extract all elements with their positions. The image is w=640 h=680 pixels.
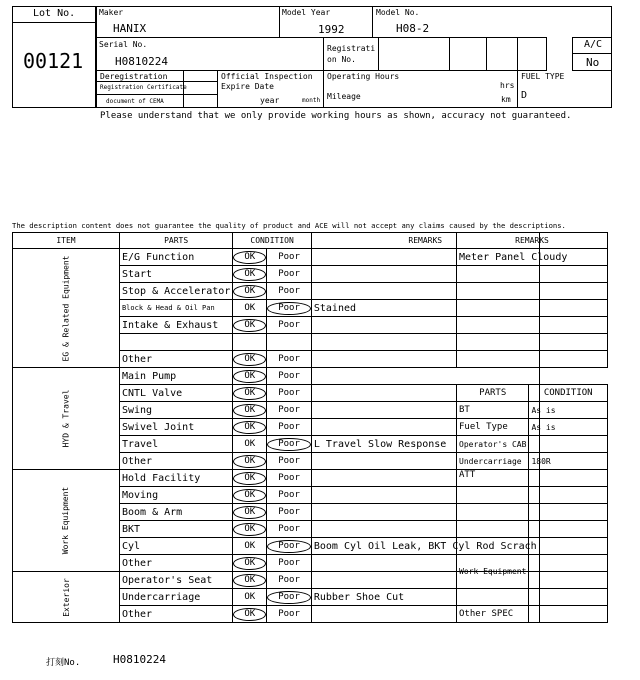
ok-label: OK [244, 541, 256, 551]
ok-cell[interactable] [233, 521, 267, 538]
serial-no-value: H0810224 [115, 55, 168, 68]
part-name: Undercarriage [119, 589, 232, 606]
part-name: Start [119, 266, 232, 283]
remarks-panel-cell [457, 317, 608, 334]
parts-panel-condition-header: CONDITION [529, 385, 608, 402]
lot-no-label: Lot No. [33, 8, 76, 19]
poor-label: Poor [278, 388, 300, 398]
poor-label: Poor [278, 490, 300, 500]
remarks-panel-cell [457, 300, 608, 317]
parts-panel-condition [529, 555, 608, 572]
hrs-label: hrs [500, 81, 515, 90]
item-category-label: Exterior [61, 577, 71, 617]
poor-label: Poor [278, 269, 300, 279]
parts-panel-condition [529, 589, 608, 606]
poor-label: Poor [278, 286, 300, 296]
ok-cell[interactable] [233, 266, 267, 283]
ok-cell[interactable] [233, 538, 267, 555]
part-name: Main Pump [119, 368, 232, 385]
part-name: Intake & Exhaust [119, 317, 232, 334]
parts-panel-condition [529, 538, 608, 555]
ok-label: OK [233, 319, 266, 332]
ok-cell[interactable] [233, 317, 267, 334]
part-name: Other [119, 351, 232, 368]
poor-cell[interactable] [267, 555, 312, 572]
remarks-row [457, 266, 608, 283]
part-name: Swing [119, 402, 232, 419]
maker-label: Maker [99, 8, 124, 17]
parts-panel-parts-header: PARTS [457, 385, 529, 402]
item-category [13, 368, 120, 470]
ok-label: OK [233, 285, 266, 298]
parts-panel-row [457, 538, 608, 555]
poor-cell[interactable] [267, 300, 312, 317]
condition-header: CONDITION [233, 233, 312, 249]
parts-panel-condition [529, 572, 608, 589]
poor-label: Poor [278, 422, 300, 432]
stamp-no: H0810224 [113, 653, 166, 666]
poor-label: Poor [278, 354, 300, 364]
ac-label: A/C [584, 39, 603, 50]
cema-label: document of CEMA [106, 98, 164, 105]
poor-label: Poor [278, 405, 300, 415]
parts-panel-part: Work Equipment [457, 538, 529, 606]
ok-cell[interactable] [233, 300, 267, 317]
parts-panel [456, 384, 608, 623]
parts-panel-row [457, 436, 608, 453]
part-name: Moving [119, 487, 232, 504]
ok-cell[interactable] [233, 402, 267, 419]
poor-cell[interactable] [267, 266, 312, 283]
parts-panel-condition [529, 606, 608, 623]
parts-panel-part: BT [457, 402, 529, 419]
poor-label: Poor [278, 371, 300, 381]
registration-no-label: Registrati on No. [327, 44, 376, 64]
parts-panel-condition: As is [529, 419, 608, 436]
poor-cell[interactable] [267, 419, 312, 436]
parts-panel-part: Operator's CAB [457, 436, 529, 453]
item-header: ITEM [13, 233, 120, 249]
poor-cell[interactable] [267, 317, 312, 334]
item-category-label: HYD & Travel [61, 389, 71, 448]
ok-cell[interactable] [233, 470, 267, 487]
parts-panel-part: Fuel Type [457, 419, 529, 436]
month-label: month [302, 97, 321, 104]
remark-cell: Rubber Shoe Cut [311, 589, 539, 606]
ok-label: OK [233, 353, 266, 366]
ok-label: OK [244, 592, 256, 602]
ok-cell[interactable] [233, 606, 267, 623]
ok-label: OK [233, 404, 266, 417]
stamp-label: 打刻No. [46, 658, 81, 668]
remarks-row [457, 317, 608, 334]
part-name: Cyl [119, 538, 232, 555]
poor-label: Poor [278, 473, 300, 483]
ok-cell[interactable] [233, 572, 267, 589]
fuel-type-value: D [521, 90, 528, 101]
poor-cell[interactable] [267, 249, 312, 266]
poor-label: Poor [278, 507, 300, 517]
ok-label: OK [233, 370, 266, 383]
parts-panel-condition [529, 487, 608, 504]
part-name: Operator's Seat [119, 572, 232, 589]
poor-cell[interactable] [267, 453, 312, 470]
part-name [119, 334, 232, 351]
lot-no-box [12, 6, 96, 108]
poor-label: Poor [278, 575, 300, 585]
remark-cell [311, 368, 539, 385]
remarks-panel [456, 232, 608, 368]
poor-cell[interactable] [267, 334, 312, 351]
poor-label: Poor [278, 252, 300, 262]
poor-label: Poor [278, 320, 300, 330]
part-name: BKT [119, 521, 232, 538]
remarks-panel-cell [457, 351, 608, 368]
ok-label: OK [233, 489, 266, 502]
poor-label: Poor [267, 438, 311, 451]
poor-label: Poor [278, 558, 300, 568]
poor-cell[interactable] [267, 385, 312, 402]
part-name: Stop & Accelerator [119, 283, 232, 300]
mileage-label: Mileage [327, 92, 361, 101]
poor-cell[interactable] [267, 368, 312, 385]
parts-panel-part: Undercarriage [457, 453, 529, 470]
poor-cell[interactable] [267, 521, 312, 538]
ok-label: OK [233, 421, 266, 434]
ok-cell[interactable] [233, 504, 267, 521]
ok-label: OK [244, 303, 256, 313]
ok-label: OK [244, 439, 256, 449]
ok-cell[interactable] [233, 436, 267, 453]
ok-label: OK [233, 506, 266, 519]
ok-label: OK [233, 574, 266, 587]
ok-label: OK [233, 387, 266, 400]
deregistration-label: Deregistration [100, 72, 168, 81]
remarks-panel-cell [457, 266, 608, 283]
table-row [13, 368, 540, 385]
parts-panel-part: ATT [457, 470, 529, 538]
item-category-label: Work Equipment [61, 486, 71, 555]
remarks-header: REMARKS [311, 233, 539, 249]
poor-cell[interactable] [267, 606, 312, 623]
poor-cell[interactable] [267, 402, 312, 419]
serial-no-label: Serial No. [99, 40, 148, 49]
fuel-type-label: FUEL TYPE [521, 72, 565, 81]
parts-panel-row [457, 470, 608, 487]
ok-cell[interactable] [233, 453, 267, 470]
disclaimer-text: The description content does not guarantee the quality of product and ACE will not accept any claims caused by the descriptions. [12, 221, 566, 230]
remarks-panel-cell [457, 334, 608, 351]
ok-label: OK [233, 608, 266, 621]
poor-cell[interactable] [267, 589, 312, 606]
poor-cell[interactable] [267, 504, 312, 521]
parts-panel-part: Other SPEC [457, 606, 529, 623]
parts-panel-condition [529, 470, 608, 487]
remarks-panel-body [457, 249, 608, 368]
part-name: Travel [119, 436, 232, 453]
km-label: km [501, 95, 511, 104]
remarks-row [457, 283, 608, 300]
ok-cell[interactable] [233, 249, 267, 266]
poor-cell[interactable] [267, 572, 312, 589]
item-category-label: EG & Related Equipment [61, 255, 71, 361]
parts-header: PARTS [119, 233, 232, 249]
ok-label: OK [233, 455, 266, 468]
poor-label: Poor [278, 456, 300, 466]
poor-label: Poor [278, 524, 300, 534]
remarks-row [457, 249, 608, 266]
ok-cell[interactable] [233, 555, 267, 572]
ok-cell[interactable] [233, 385, 267, 402]
remark-cell: Boom Cyl Oil Leak, BKT Cyl Rod Scrach [311, 538, 539, 555]
remarks-panel-header: REMARKS [457, 233, 608, 249]
part-name: Other [119, 453, 232, 470]
ok-cell[interactable] [233, 589, 267, 606]
ok-cell[interactable] [233, 368, 267, 385]
parts-panel-row [457, 453, 608, 470]
part-name: E/G Function [119, 249, 232, 266]
year-label: year [260, 96, 280, 105]
parts-panel-condition: As is [529, 402, 608, 419]
model-no-value: H08-2 [396, 22, 430, 35]
parts-panel-condition [529, 436, 608, 453]
remarks-row [457, 351, 608, 368]
remarks-panel-cell [457, 283, 608, 300]
ok-cell[interactable] [233, 283, 267, 300]
poor-cell[interactable] [267, 351, 312, 368]
remark-cell: Stained [311, 300, 539, 317]
lot-no-value: 00121 [23, 49, 84, 73]
model-year-label: Model Year [282, 8, 331, 17]
poor-cell[interactable] [267, 538, 312, 555]
model-no-label: Model No. [376, 8, 420, 17]
poor-cell[interactable] [267, 487, 312, 504]
remark-cell: L Travel Slow Response [311, 436, 539, 453]
remarks-row [457, 334, 608, 351]
registration-certificate-label: Registration Certificate [100, 84, 187, 91]
poor-label: Poor [267, 591, 311, 604]
operating-hours-label: Operating Hours [327, 72, 400, 81]
ok-label: OK [233, 557, 266, 570]
part-name: Swivel Joint [119, 419, 232, 436]
parts-panel-row [457, 606, 608, 623]
parts-panel-row [457, 419, 608, 436]
ok-label: OK [233, 251, 266, 264]
notice-text: Please understand that we only provide working hours as shown, accuracy not guaranteed. [100, 111, 572, 121]
ok-label: OK [233, 268, 266, 281]
ok-cell[interactable] [233, 334, 267, 351]
ok-label: OK [233, 523, 266, 536]
ok-cell[interactable] [233, 351, 267, 368]
maker-value: HANIX [113, 22, 147, 35]
part-name: Other [119, 606, 232, 623]
poor-cell[interactable] [267, 470, 312, 487]
poor-cell[interactable] [267, 283, 312, 300]
item-category [13, 572, 120, 623]
parts-panel-row [457, 402, 608, 419]
ok-label: OK [233, 472, 266, 485]
poor-cell[interactable] [267, 436, 312, 453]
parts-panel-condition [529, 521, 608, 538]
remarks-row [457, 300, 608, 317]
parts-panel-condition: 180R [529, 453, 608, 470]
poor-label: Poor [267, 540, 311, 553]
remarks-panel-cell: Meter Panel Cloudy [457, 249, 608, 266]
parts-panel-body [457, 402, 608, 623]
part-name: Hold Facility [119, 470, 232, 487]
part-name: CNTL Valve [119, 385, 232, 402]
item-category [13, 470, 120, 572]
part-name: Other [119, 555, 232, 572]
ok-cell[interactable] [233, 419, 267, 436]
item-category [13, 249, 120, 368]
ok-cell[interactable] [233, 487, 267, 504]
official-inspection-label: Official Inspection [221, 72, 313, 81]
expire-date-label: Expire Date [221, 82, 274, 91]
ac-value: No [586, 56, 600, 69]
poor-label: Poor [278, 609, 300, 619]
parts-panel-condition [529, 504, 608, 521]
model-year-value: 1992 [318, 23, 345, 36]
part-name: Boom & Arm [119, 504, 232, 521]
poor-label: Poor [267, 302, 311, 315]
part-name: Block & Head & Oil Pan [119, 300, 232, 317]
